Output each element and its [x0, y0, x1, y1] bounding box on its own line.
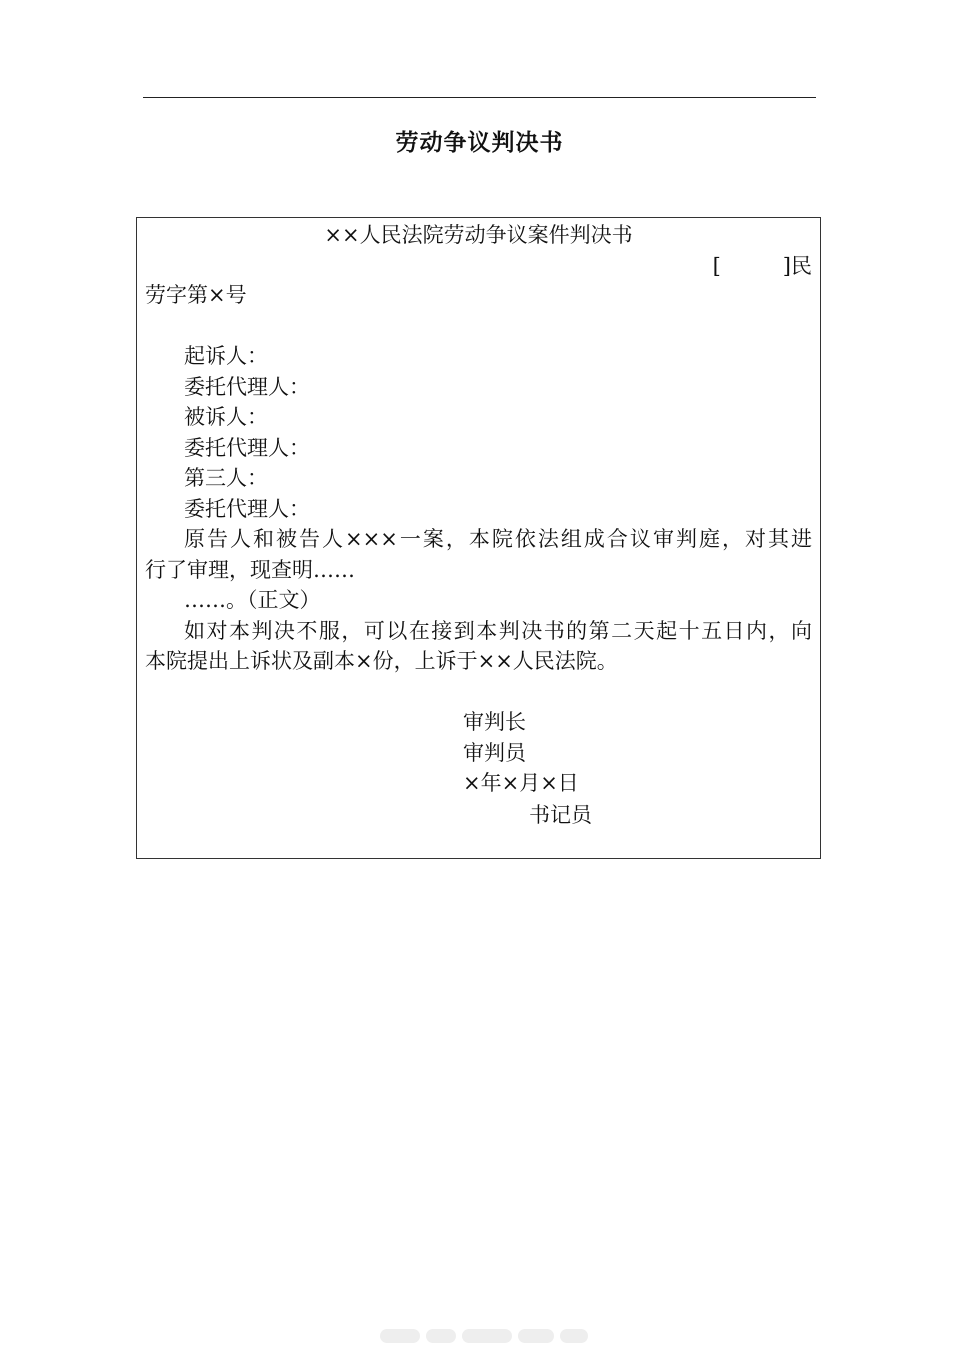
- body-paragraph-line-2: 行了审理，现查明……: [145, 558, 355, 582]
- body-main-text: ……。（正文）: [184, 588, 321, 612]
- body-paragraph-line-1: 原告人和被告人×××一案，本院依法组成合议审判庭，对其进: [184, 527, 812, 551]
- party-defendant: 被诉人：: [184, 405, 268, 429]
- blurred-footer-watermark: [380, 1326, 590, 1346]
- appeal-line-2: 本院提出上诉状及副本×份，上诉于××人民法院。: [145, 649, 618, 673]
- case-number-bracket: [713, 251, 812, 281]
- case-number-bracket-open: [: [712, 254, 721, 278]
- signature-clerk: 书记员: [529, 803, 592, 827]
- signature-judge: 审判员: [463, 741, 526, 765]
- signature-chief-judge: 审判长: [463, 710, 526, 734]
- judgment-form: [136, 217, 821, 859]
- form-heading: ××人民法院劳动争议案件判决书: [324, 223, 633, 247]
- party-plaintiff: 起诉人：: [184, 344, 268, 368]
- appeal-line-1: 如对本判决不服，可以在接到本判决书的第二天起十五日内，向: [184, 619, 812, 643]
- document-title: 劳动争议判决书: [395, 129, 564, 156]
- case-number-tail: 劳字第×号: [145, 283, 247, 307]
- case-number-bracket-close: ]民: [782, 254, 812, 278]
- party-defendant-agent: 委托代理人：: [184, 436, 310, 460]
- party-third: 第三人：: [184, 466, 268, 490]
- top-rule: [143, 97, 816, 98]
- party-third-agent: 委托代理人：: [184, 497, 310, 521]
- signature-date: ×年×月×日: [463, 771, 579, 795]
- party-plaintiff-agent: 委托代理人：: [184, 375, 310, 399]
